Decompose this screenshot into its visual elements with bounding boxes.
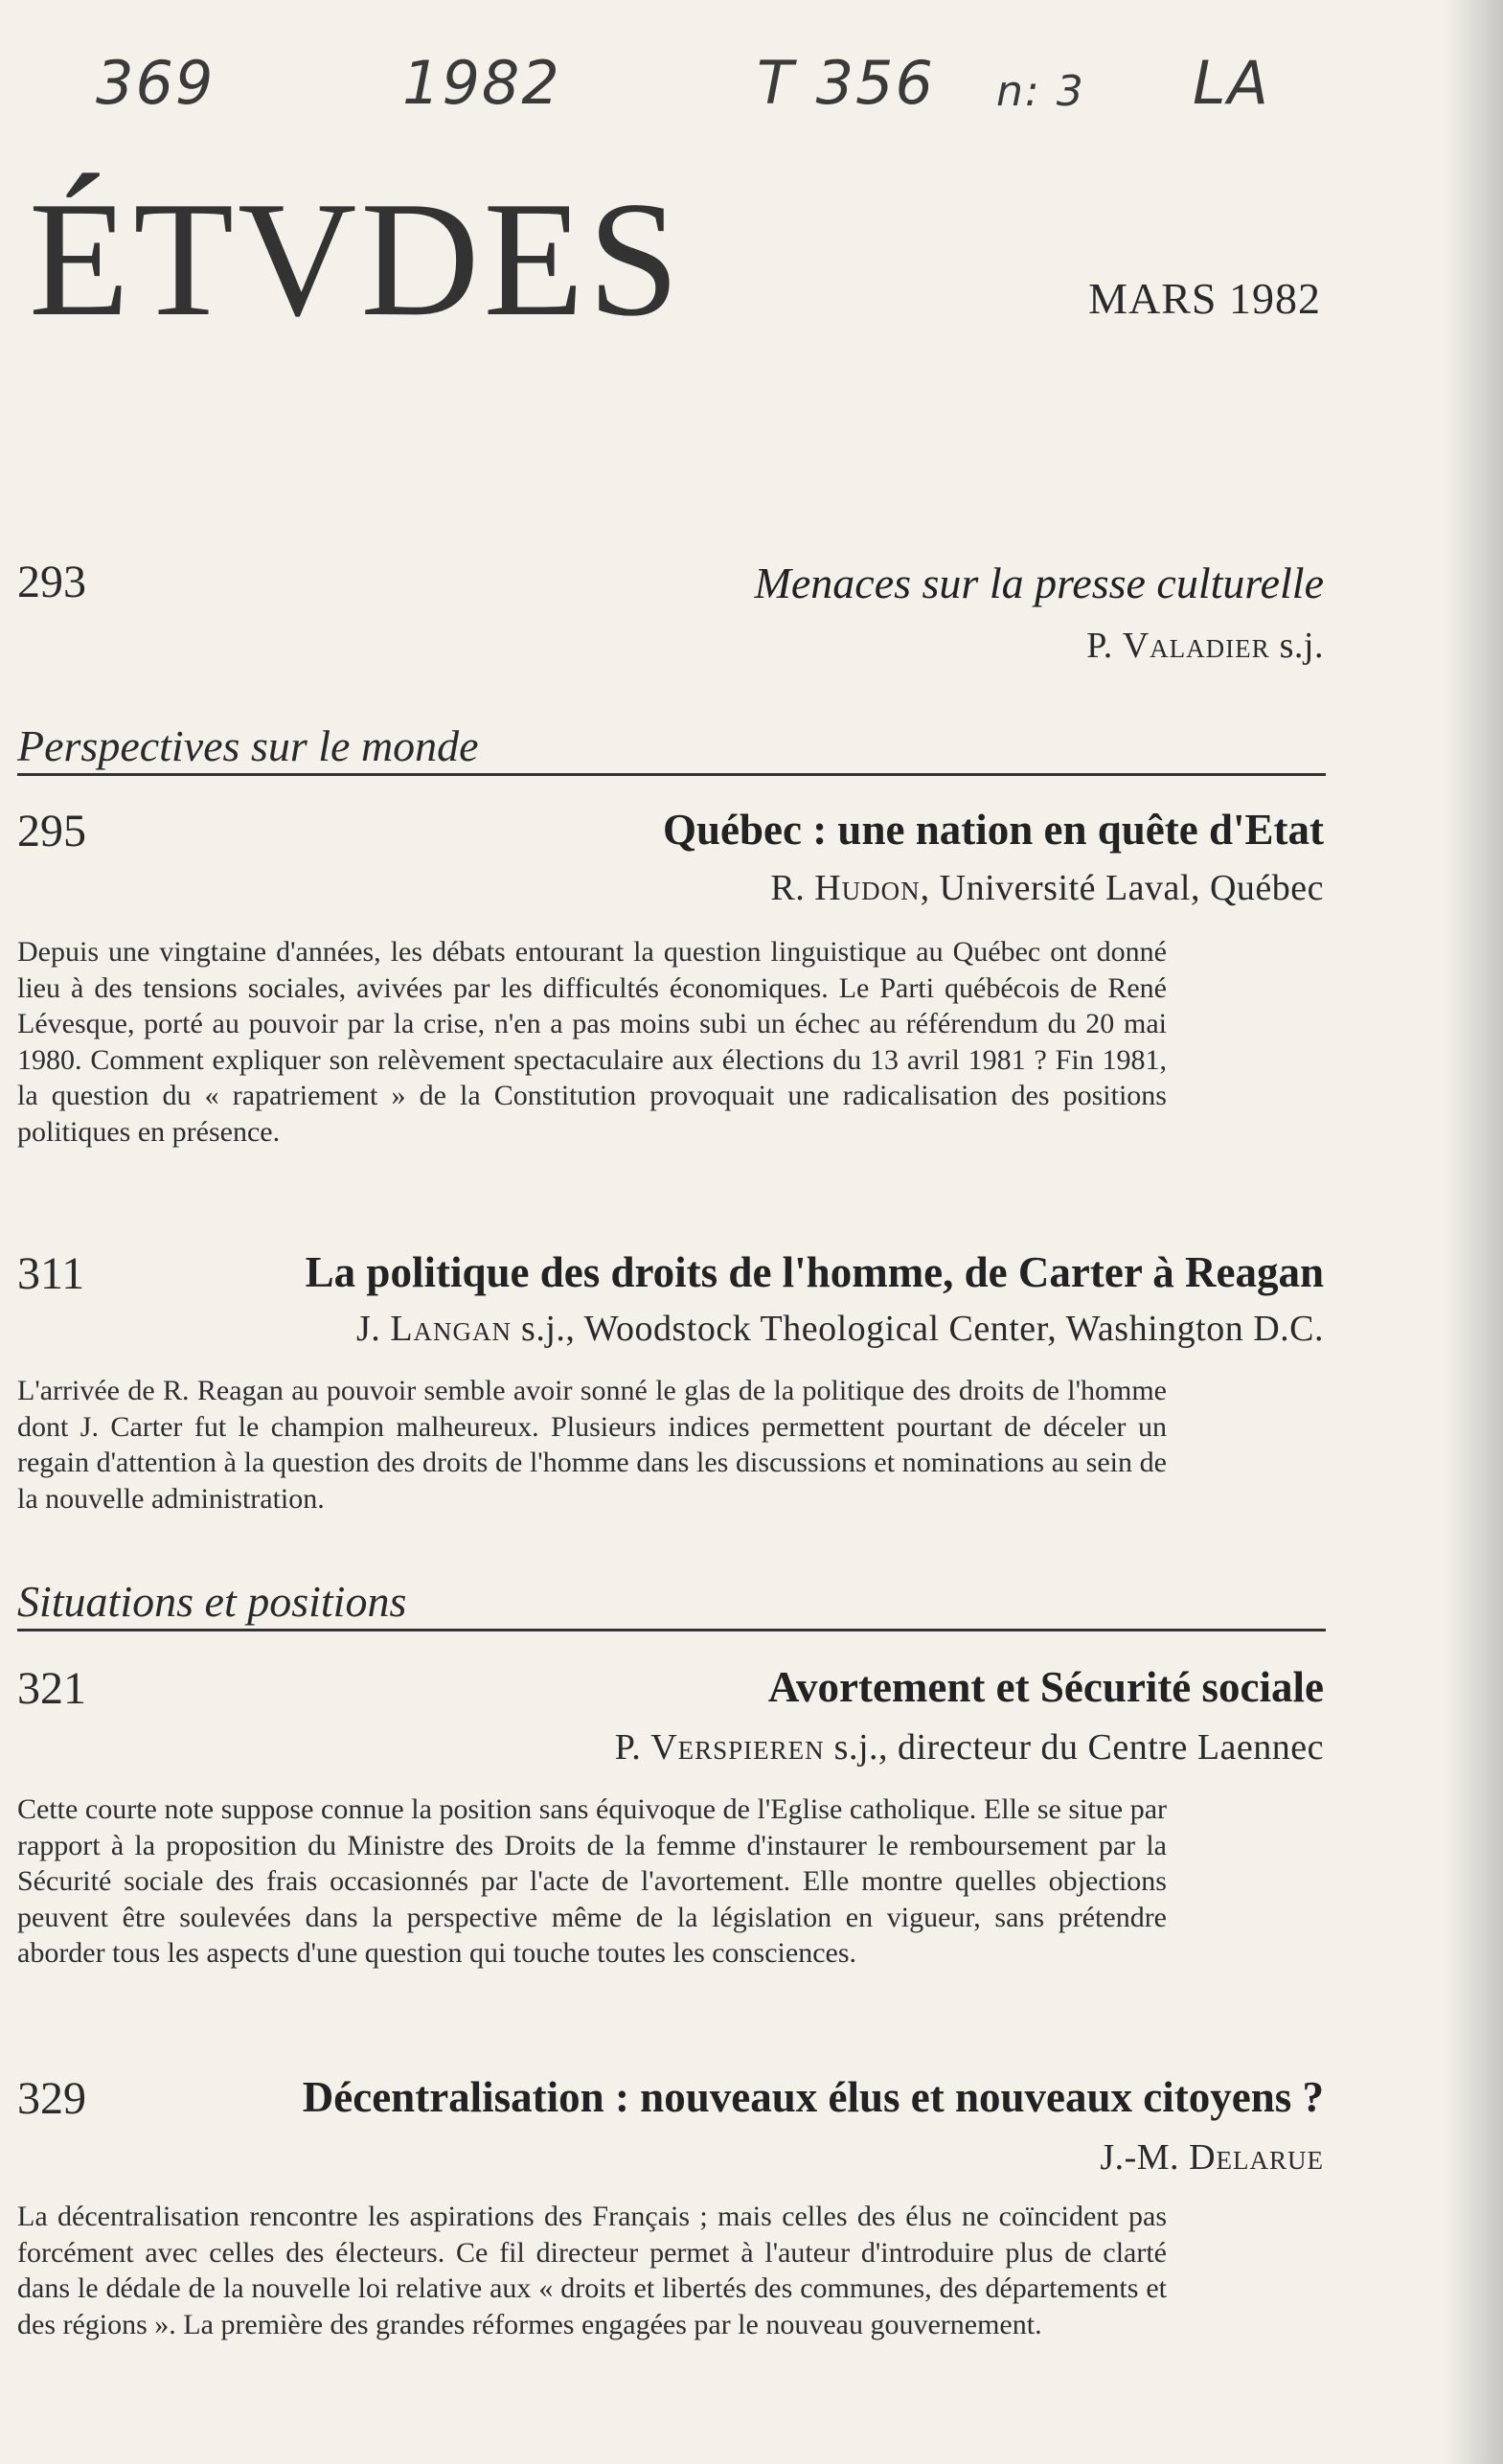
article-author: J. Langan s.j., Woodstock Theological Center, Washington D.C.	[356, 1309, 1324, 1349]
page-number: 321	[17, 1663, 86, 1714]
page-edge-shadow	[1446, 0, 1503, 2464]
article-abstract: Depuis une vingtaine d'années, les débats entourant la question linguistique au Québec ont donné lieu à des tensions sociales, avivées par les difficultés économiques. Le Parti québécois de René Lévesque, porté au pouvoir par la crise, n'en a pas moins subi un échec au référendum du 20 mai 1980. Comment expliquer son relèvement spectaculaire aux élections du 13 avril 1981 ? Fin 1981, la question du « rapatriement » de la Constitution provoquait une radicalisation des positions politiques en présence.	[17, 936, 1167, 1148]
article-title: Décentralisation : nouveaux élus et nouveaux citoyens ?	[302, 2073, 1324, 2121]
handwritten-note: 1982	[402, 48, 561, 118]
article-abstract: Cette courte note suppose connue la position sans équivoque de l'Eglise catholique. Elle se situe par rapport à la proposition du Ministre des Droits de la femme d'instaurer le remboursement par la Sécurité sociale des frais occasionnés par l'acte de l'avortement. Elle montre quelles objections peuvent être soulevées dans la perspective même de la législation en vigueur, sans prétendre aborder tous les aspects d'une question qui touche toutes les consciences.	[17, 1793, 1167, 1969]
article-abstract: L'arrivée de R. Reagan au pouvoir semble avoir sonné le glas de la politique des droits de l'homme dont J. Carter fut le champion malheureux. Plusieurs indices permettent pourtant de déceler un regain d'attention à la question des droits de l'homme dans les discussions et nominations au sein de la nouvelle administration.	[17, 1375, 1167, 1515]
page-number: 295	[17, 806, 86, 856]
section-rule	[17, 1629, 1326, 1631]
article-title: Québec : une nation en quête d'Etat	[662, 806, 1324, 854]
article-title: La politique des droits de l'homme, de Carter à Reagan	[305, 1248, 1324, 1296]
section-heading: Situations et positions	[17, 1577, 407, 1626]
handwritten-note: 369	[96, 48, 216, 118]
article-title: Menaces sur la presse culturelle	[754, 559, 1324, 607]
article-author: P. Valadier s.j.	[1086, 626, 1324, 666]
issue-date: MARS 1982	[1088, 274, 1321, 323]
article-abstract: La décentralisation rencontre les aspirations des Français ; mais celles des élus ne coïncident pas forcément avec celles des électeurs. Ce fil directeur permet à l'auteur d'introduire plus de clarté dans le dédale de la nouvelle loi relative aux « droits et libertés des communes, des départements et des régions ». La première des grandes réformes engagées par le nouveau gouvernement.	[17, 2201, 1167, 2340]
page-number: 311	[17, 1248, 85, 1299]
article-author: J.-M. Delarue	[1100, 2137, 1324, 2178]
page-number: 329	[17, 2073, 86, 2124]
handwritten-note: LA	[1193, 48, 1270, 118]
section-rule	[17, 773, 1326, 776]
section-heading: Perspectives sur le monde	[17, 721, 479, 770]
journal-title: ÉTVDES	[29, 169, 684, 351]
handwritten-note: T 356	[757, 48, 935, 118]
article-author: P. Verspieren s.j., directeur du Centre Laennec	[614, 1727, 1324, 1768]
page-number: 293	[17, 557, 86, 607]
article-title: Avortement et Sécurité sociale	[767, 1663, 1324, 1711]
handwritten-note: n: 3	[996, 67, 1085, 116]
article-author: R. Hudon, Université Laval, Québec	[770, 868, 1324, 908]
